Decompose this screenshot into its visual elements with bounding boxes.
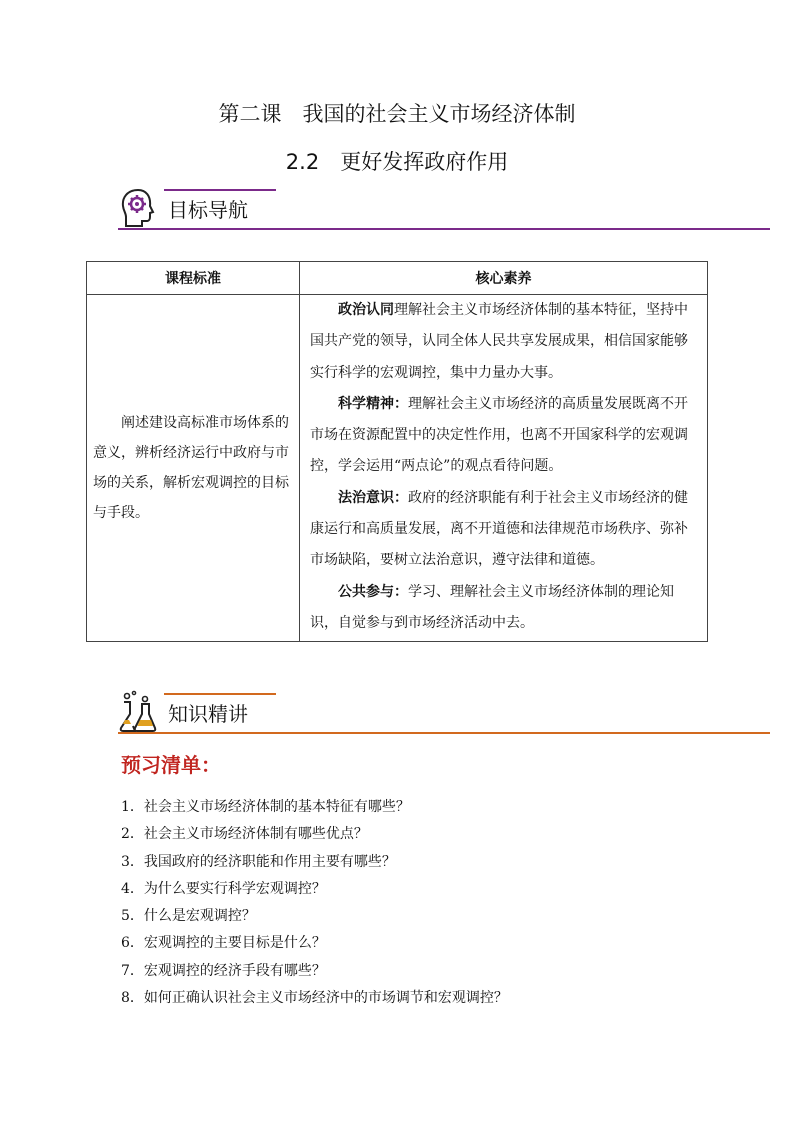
question-text: 社会主义市场经济体制的基本特征有哪些？ [143, 799, 410, 815]
knowledge-label: 知识精讲 [168, 702, 248, 726]
list-item [121, 986, 508, 1013]
question-text: 宏观调控的主要目标是什么？ [143, 935, 326, 952]
question-number: 3． [121, 853, 144, 870]
goal-table [86, 261, 708, 642]
header-bottom-rule [118, 732, 770, 734]
section-subtitle: 2.2 更好发挥政府作用 [285, 150, 509, 174]
core-item-law [310, 483, 699, 577]
brain-gear-icon [118, 186, 158, 230]
core-item-text: 政府的经济职能有利于社会主义市场经济的健康运行和高质量发展，离不开道德和法律规范市场秩序、弥补市场缺陷，要树立法治意识，遵守法律和道德。 [310, 489, 688, 569]
header-top-rule [164, 189, 276, 191]
core-item-science [310, 389, 699, 483]
list-item [121, 850, 508, 877]
column-header-standard: 课程标准 [87, 262, 300, 295]
lesson-title: 第二课 我国的社会主义市场经济体制 [218, 102, 576, 126]
question-text: 社会主义市场经济体制有哪些优点？ [143, 826, 368, 843]
preview-question-list [121, 795, 508, 1013]
list-item [121, 795, 508, 822]
question-text: 什么是宏观调控？ [143, 908, 256, 925]
core-item-text: 理解社会主义市场经济体制的基本特征，坚持中国共产党的领导，认同全体人民共享发展成果，相信国家能够实行科学的宏观调控，集中力量办大事。 [310, 302, 688, 381]
core-item-label: 公共参与： [338, 583, 408, 600]
core-item-political [310, 295, 699, 389]
core-item-text: 学习、理解社会主义市场经济体制的理论知识，自觉参与到市场经济活动中去。 [310, 583, 674, 631]
core-item-label: 法治意识： [338, 489, 408, 506]
knowledge-header [118, 690, 770, 740]
course-standard-text: 阐述建设高标准市场体系的意义，辨析经济运行中政府与市场的关系，解析宏观调控的目标与手段。 [87, 295, 300, 642]
header-bottom-rule [118, 228, 770, 230]
preview-list-title: 预习清单： [121, 753, 221, 777]
list-item [121, 822, 508, 849]
question-text: 如何正确认识社会主义市场经济中的市场调节和宏观调控？ [143, 990, 508, 1007]
column-header-core: 核心素养 [300, 262, 708, 295]
core-literacy-cell [300, 295, 708, 642]
core-item-text: 理解社会主义市场经济的高质量发展既离不开市场在资源配置中的决定性作用，也离不开国家科学的宏观调控，学会运用“两点论”的观点看待问题。 [310, 395, 688, 475]
question-number: 6． [121, 935, 144, 952]
core-item-label: 政治认同 [338, 302, 394, 318]
question-text: 我国政府的经济职能和作用主要有哪些？ [143, 853, 396, 870]
question-text: 为什么要实行科学宏观调控？ [143, 880, 326, 897]
question-number: 2． [121, 826, 144, 843]
list-item [121, 931, 508, 958]
header-top-rule [164, 693, 276, 695]
goal-navigation-header [118, 186, 770, 236]
core-item-label: 科学精神： [338, 395, 408, 412]
list-item [121, 904, 508, 931]
goal-navigation-label: 目标导航 [168, 198, 248, 222]
list-item [121, 959, 508, 986]
core-item-participation [310, 577, 699, 640]
question-number: 5． [121, 908, 144, 925]
list-item [121, 877, 508, 904]
question-number: 8． [121, 990, 144, 1007]
question-number: 1． [121, 799, 144, 815]
question-text: 宏观调控的经济手段有哪些？ [143, 962, 326, 979]
question-number: 4． [121, 880, 144, 897]
question-number: 7． [121, 962, 144, 979]
flask-icon [118, 690, 158, 734]
